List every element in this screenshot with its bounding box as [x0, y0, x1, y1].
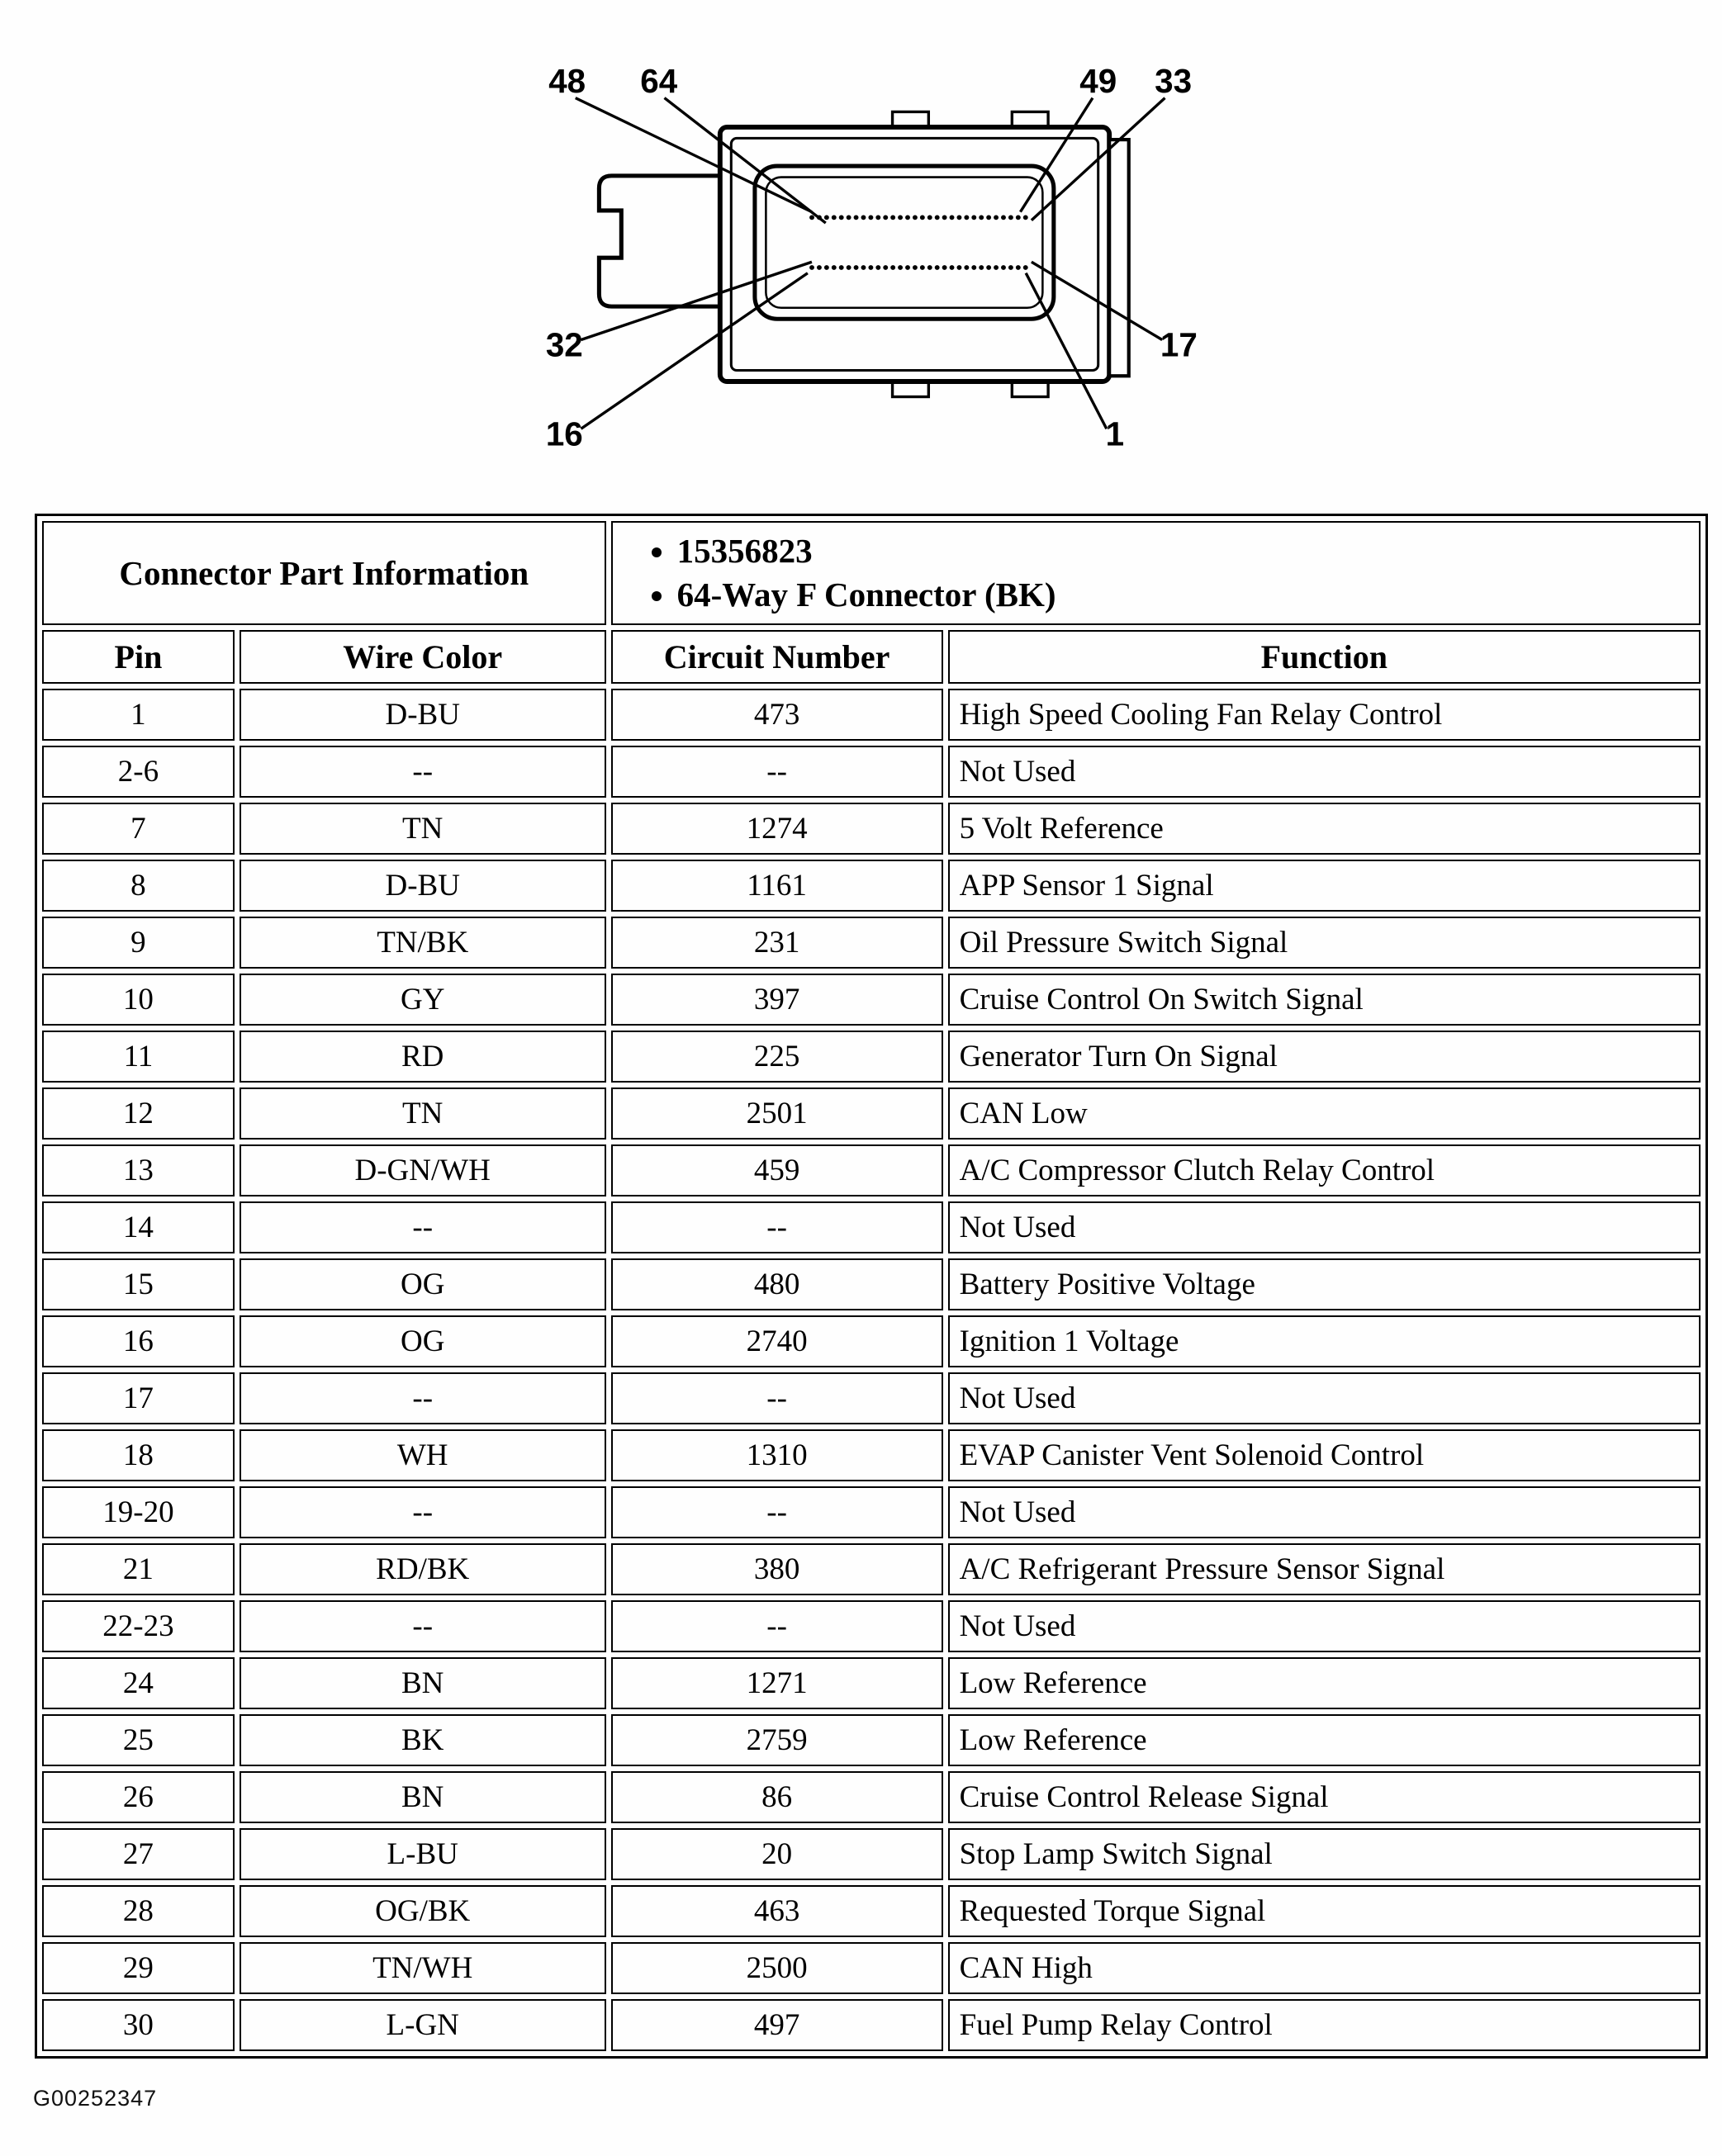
- circuit-cell: 1271: [611, 1657, 943, 1709]
- pin-row: [42, 917, 1701, 969]
- pin-row: [42, 1714, 1701, 1766]
- column-header-row: [42, 630, 1701, 684]
- wire-color-cell: GY: [240, 974, 606, 1026]
- pin-row: [42, 1201, 1701, 1253]
- function-cell: High Speed Cooling Fan Relay Control: [948, 689, 1701, 741]
- wire-color-cell: L-BU: [240, 1828, 606, 1880]
- figure-code: G00252347: [33, 2086, 158, 2111]
- wire-color-cell: --: [240, 1201, 606, 1253]
- part-info-values: [611, 521, 1701, 625]
- function-cell: Fuel Pump Relay Control: [948, 1999, 1701, 2051]
- wire-color-cell: TN/WH: [240, 1942, 606, 1994]
- pin-field: [755, 166, 1054, 319]
- circuit-cell: 1161: [611, 860, 943, 912]
- callout-label-top-right-outer: 33: [1155, 61, 1193, 100]
- column-header-wire: Wire Color: [240, 630, 606, 684]
- pin-row: [42, 1885, 1701, 1937]
- pin-cell: 16: [42, 1315, 235, 1367]
- part-info-list: [677, 529, 1699, 618]
- wire-color-cell: RD: [240, 1031, 606, 1083]
- pin-row: [42, 746, 1701, 798]
- pin-cell: 7: [42, 803, 235, 855]
- wire-color-cell: TN: [240, 803, 606, 855]
- pin-row: [42, 689, 1701, 741]
- function-cell: Stop Lamp Switch Signal: [948, 1828, 1701, 1880]
- wire-color-cell: --: [240, 1600, 606, 1652]
- pin-row: [42, 1258, 1701, 1310]
- circuit-cell: 497: [611, 1999, 943, 2051]
- pin-cell: 15: [42, 1258, 235, 1310]
- pin-cell: 26: [42, 1771, 235, 1823]
- wire-color-cell: D-BU: [240, 689, 606, 741]
- function-cell: Low Reference: [948, 1657, 1701, 1709]
- circuit-cell: 397: [611, 974, 943, 1026]
- callout-label-top-right-inner: 49: [1079, 61, 1117, 100]
- function-cell: CAN High: [948, 1942, 1701, 1994]
- pin-row: [42, 974, 1701, 1026]
- function-cell: A/C Compressor Clutch Relay Control: [948, 1144, 1701, 1196]
- circuit-cell: 2500: [611, 1942, 943, 1994]
- function-cell: 5 Volt Reference: [948, 803, 1701, 855]
- function-cell: EVAP Canister Vent Solenoid Control: [948, 1429, 1701, 1481]
- part-info-item: • 64-Way F Connector (BK): [677, 573, 1699, 617]
- pin-row: [42, 1429, 1701, 1481]
- function-cell: A/C Refrigerant Pressure Sensor Signal: [948, 1543, 1701, 1595]
- pin-row: [42, 1657, 1701, 1709]
- pin-cell: 17: [42, 1372, 235, 1424]
- part-info-item: • 15356823: [677, 529, 1699, 573]
- wire-color-cell: D-GN/WH: [240, 1144, 606, 1196]
- pin-row: [42, 1087, 1701, 1140]
- function-cell: Generator Turn On Signal: [948, 1031, 1701, 1083]
- circuit-cell: 2759: [611, 1714, 943, 1766]
- pin-cell: 21: [42, 1543, 235, 1595]
- wire-color-cell: TN: [240, 1087, 606, 1140]
- callout-label-top-left-outer: 48: [548, 61, 586, 100]
- function-cell: Not Used: [948, 1201, 1701, 1253]
- circuit-cell: 473: [611, 689, 943, 741]
- function-cell: Battery Positive Voltage: [948, 1258, 1701, 1310]
- circuit-cell: --: [611, 1486, 943, 1538]
- connector-end-cap: [1109, 140, 1129, 376]
- pin-cell: 13: [42, 1144, 235, 1196]
- part-info-label: Connector Part Information: [42, 521, 606, 625]
- pin-cell: 19-20: [42, 1486, 235, 1538]
- callout-label-bottom-right-upper: 17: [1160, 325, 1198, 364]
- wire-color-cell: L-GN: [240, 1999, 606, 2051]
- wire-color-cell: D-BU: [240, 860, 606, 912]
- circuit-cell: --: [611, 1600, 943, 1652]
- function-cell: Cruise Control Release Signal: [948, 1771, 1701, 1823]
- pin-row: [42, 1144, 1701, 1196]
- column-header-function: Function: [948, 630, 1701, 684]
- pin-row: [42, 1999, 1701, 2051]
- connector-diagram: [535, 48, 1211, 465]
- pin-cell: 25: [42, 1714, 235, 1766]
- pin-row: [42, 860, 1701, 912]
- callout-label-bottom-left-lower: 16: [545, 415, 583, 453]
- circuit-cell: 380: [611, 1543, 943, 1595]
- callout-label-bottom-right-lower: 1: [1105, 415, 1125, 453]
- pin-cell: 14: [42, 1201, 235, 1253]
- pin-row: [42, 1771, 1701, 1823]
- callout-label-top-left-inner: 64: [640, 61, 678, 100]
- part-info-row: [42, 521, 1701, 625]
- function-cell: Low Reference: [948, 1714, 1701, 1766]
- wire-color-cell: --: [240, 746, 606, 798]
- pin-cell: 29: [42, 1942, 235, 1994]
- wire-color-cell: WH: [240, 1429, 606, 1481]
- function-cell: CAN Low: [948, 1087, 1701, 1140]
- function-cell: Not Used: [948, 1486, 1701, 1538]
- wire-color-cell: --: [240, 1486, 606, 1538]
- circuit-cell: --: [611, 746, 943, 798]
- circuit-cell: 20: [611, 1828, 943, 1880]
- pin-cell: 27: [42, 1828, 235, 1880]
- pin-row: [42, 1600, 1701, 1652]
- pin-row: [42, 1543, 1701, 1595]
- circuit-cell: 480: [611, 1258, 943, 1310]
- wire-color-cell: BK: [240, 1714, 606, 1766]
- wire-color-cell: OG: [240, 1315, 606, 1367]
- pin-cell: 12: [42, 1087, 235, 1140]
- pin-cell: 9: [42, 917, 235, 969]
- pin-cell: 18: [42, 1429, 235, 1481]
- circuit-cell: --: [611, 1372, 943, 1424]
- callout-label-bottom-left-upper: 32: [545, 325, 583, 364]
- circuit-cell: 231: [611, 917, 943, 969]
- circuit-cell: 463: [611, 1885, 943, 1937]
- pin-cell: 28: [42, 1885, 235, 1937]
- function-cell: Cruise Control On Switch Signal: [948, 974, 1701, 1026]
- circuit-cell: 225: [611, 1031, 943, 1083]
- circuit-cell: 1274: [611, 803, 943, 855]
- pin-row: [42, 1942, 1701, 1994]
- pin-cell: 1: [42, 689, 235, 741]
- column-header-pin: Pin: [42, 630, 235, 684]
- circuit-cell: 86: [611, 1771, 943, 1823]
- function-cell: Requested Torque Signal: [948, 1885, 1701, 1937]
- wire-color-cell: OG/BK: [240, 1885, 606, 1937]
- function-cell: Not Used: [948, 746, 1701, 798]
- wire-color-cell: RD/BK: [240, 1543, 606, 1595]
- function-cell: Not Used: [948, 1600, 1701, 1652]
- pin-cell: 2-6: [42, 746, 235, 798]
- circuit-cell: 1310: [611, 1429, 943, 1481]
- circuit-cell: 459: [611, 1144, 943, 1196]
- pin-row: [42, 1828, 1701, 1880]
- wire-color-cell: BN: [240, 1657, 606, 1709]
- pin-cell: 24: [42, 1657, 235, 1709]
- function-cell: APP Sensor 1 Signal: [948, 860, 1701, 912]
- wire-color-cell: --: [240, 1372, 606, 1424]
- function-cell: Ignition 1 Voltage: [948, 1315, 1701, 1367]
- wire-color-cell: OG: [240, 1258, 606, 1310]
- pin-cell: 11: [42, 1031, 235, 1083]
- circuit-cell: 2501: [611, 1087, 943, 1140]
- pin-table-body: [42, 689, 1701, 2051]
- pin-cell: 10: [42, 974, 235, 1026]
- circuit-cell: 2740: [611, 1315, 943, 1367]
- pinout-table: [35, 514, 1708, 2059]
- pin-row: [42, 1486, 1701, 1538]
- mounting-bracket: [599, 176, 723, 306]
- pin-cell: 22-23: [42, 1600, 235, 1652]
- function-cell: Not Used: [948, 1372, 1701, 1424]
- pin-cell: 30: [42, 1999, 235, 2051]
- pin-row: [42, 803, 1701, 855]
- circuit-cell: --: [611, 1201, 943, 1253]
- pin-row: [42, 1315, 1701, 1367]
- pin-cell: 8: [42, 860, 235, 912]
- column-header-circuit: Circuit Number: [611, 630, 943, 684]
- wire-color-cell: BN: [240, 1771, 606, 1823]
- function-cell: Oil Pressure Switch Signal: [948, 917, 1701, 969]
- pin-row: [42, 1372, 1701, 1424]
- pin-row: [42, 1031, 1701, 1083]
- wire-color-cell: TN/BK: [240, 917, 606, 969]
